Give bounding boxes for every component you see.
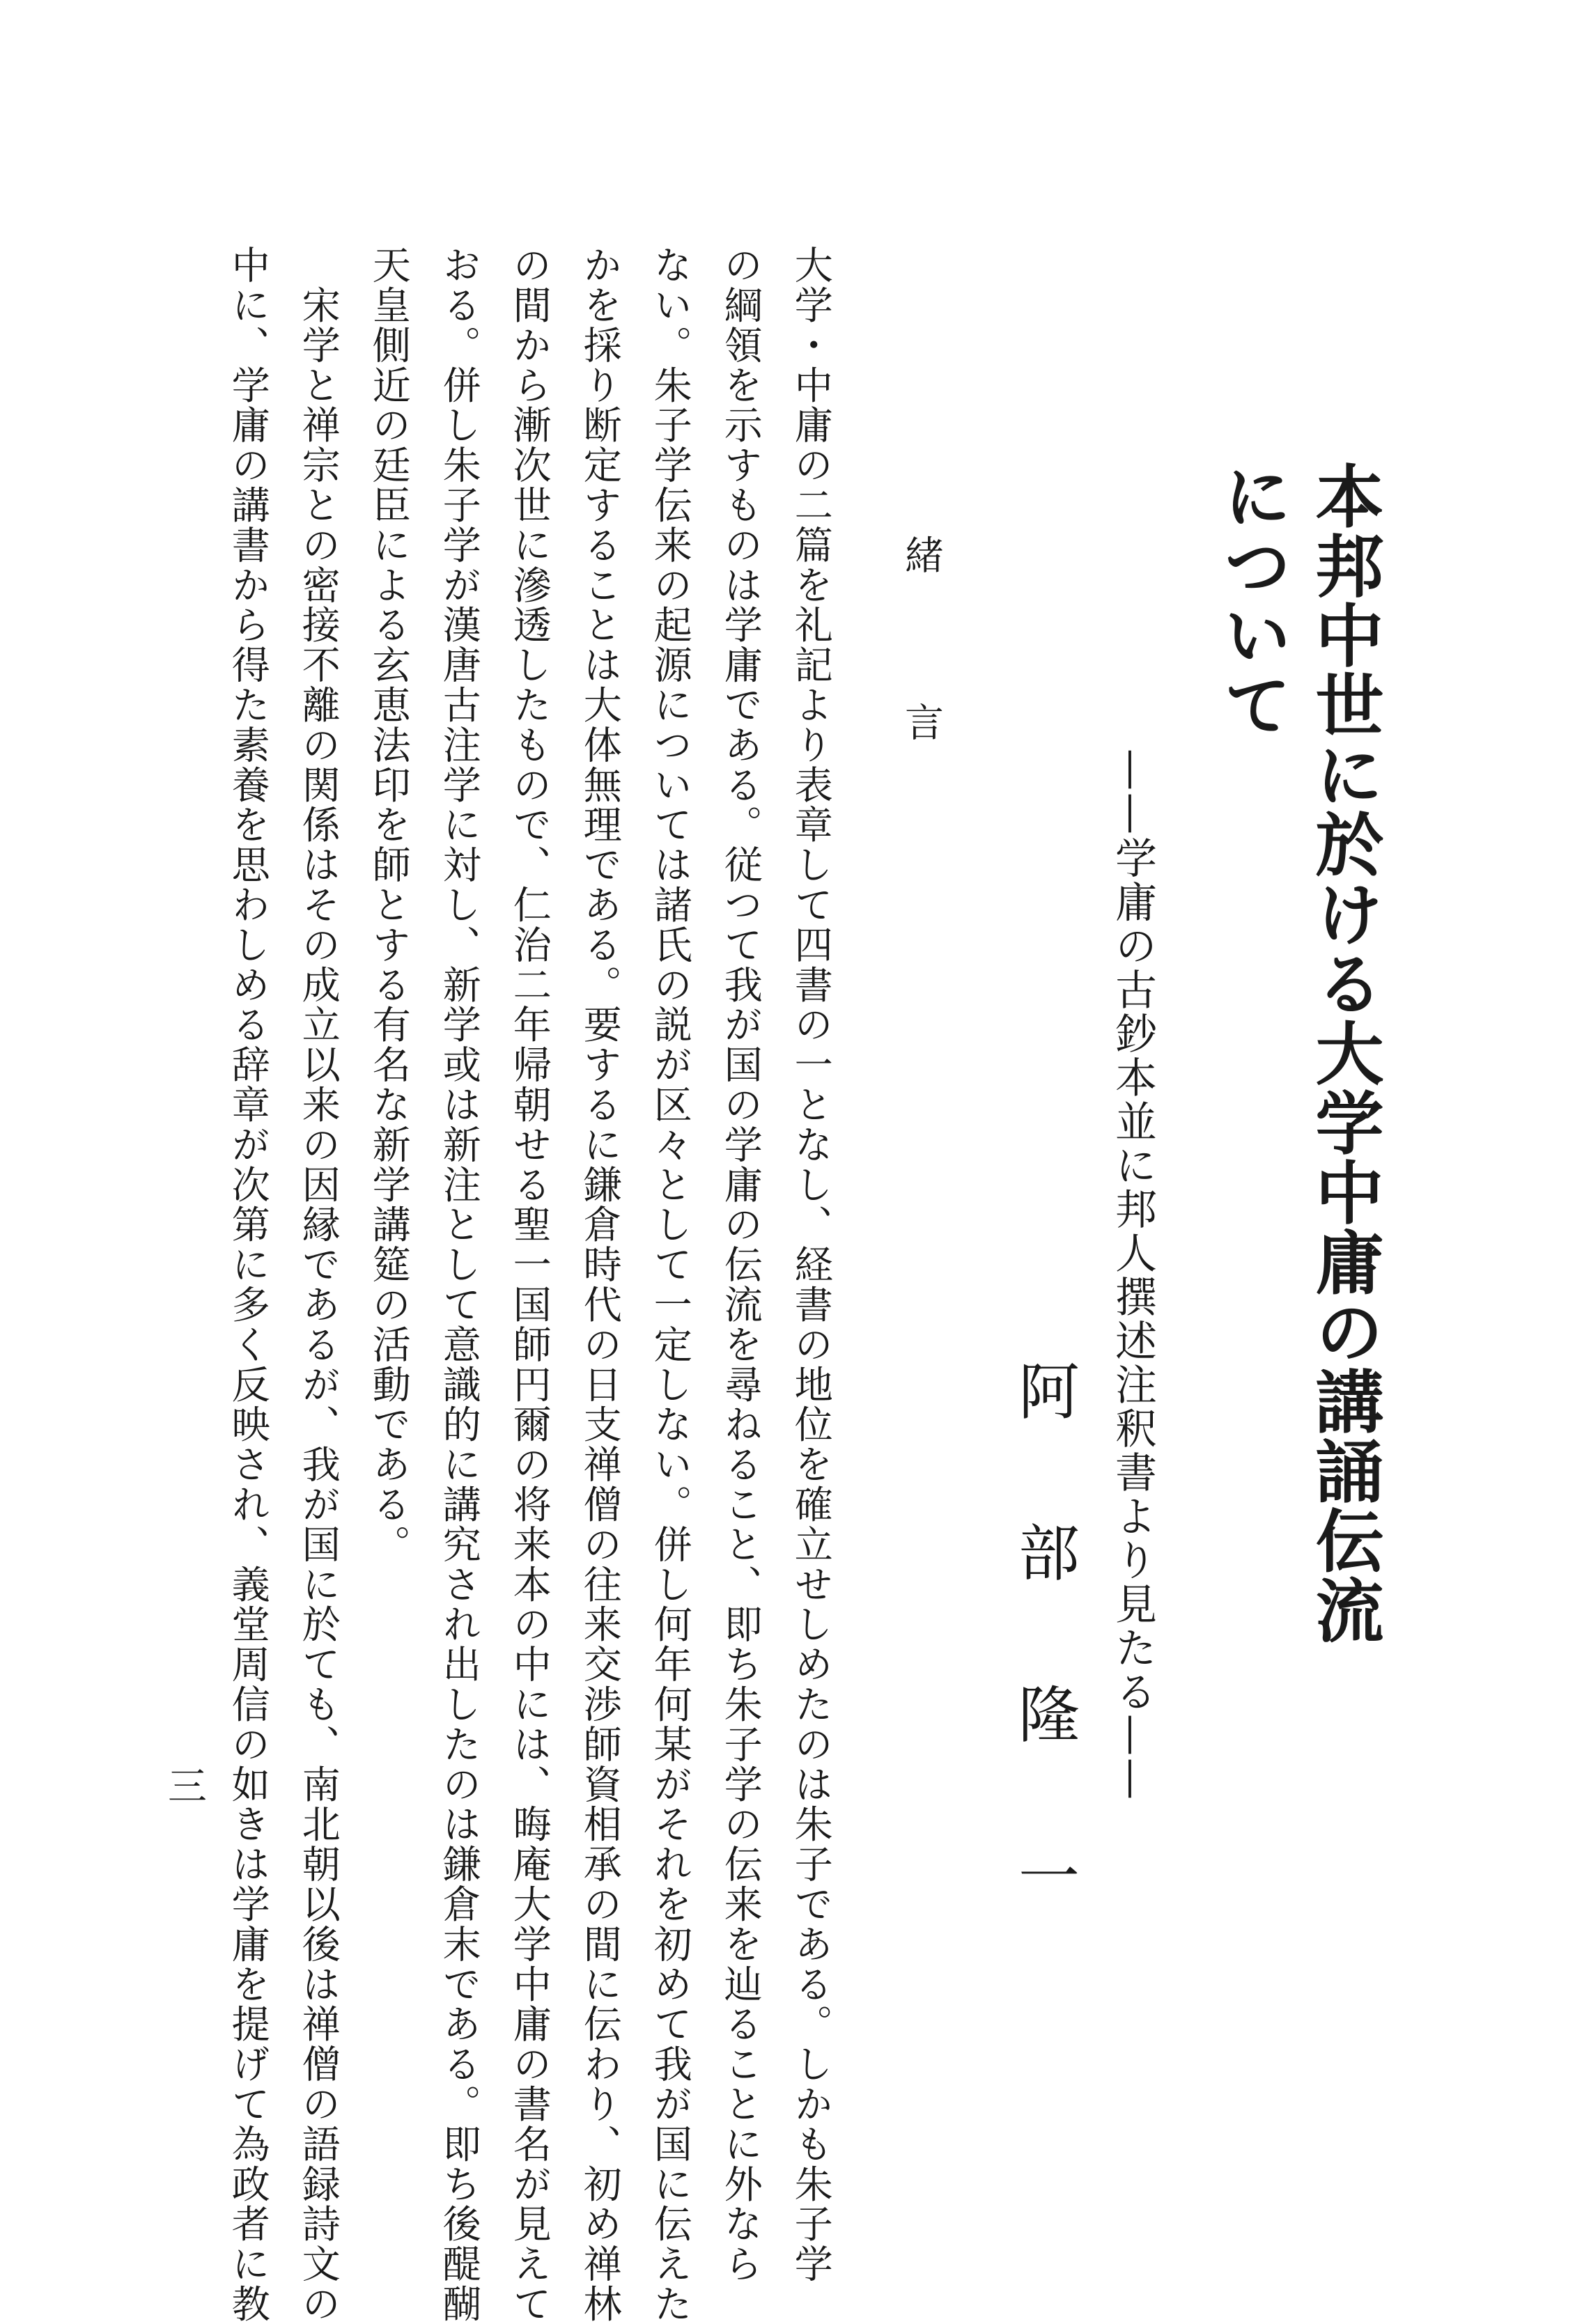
article-title-line1: 本邦中世に於ける大学中庸の講誦伝流 bbox=[1304, 461, 1384, 1645]
section-heading-char: 緒 bbox=[899, 535, 944, 574]
section-heading-char: 言 bbox=[899, 702, 944, 741]
body-line: かを採り断定することは大体無理である。要するに鎌倉時代の日支禅僧の往来交渉師資相承の間に伝わり、初め禅林 bbox=[576, 245, 621, 2324]
body-line: 中に、学庸の講書から得た素養を思わしめる辞章が次第に多く反映され、義堂周信の如きは学庸を提げて為政者に教 bbox=[224, 245, 270, 2324]
article-title-line2: について bbox=[1212, 461, 1292, 740]
body-line: おる。併し朱子学が漢唐古注学に対し、新学或は新注として意識的に講究され出したのは鎌倉末である。即ち後醍醐 bbox=[435, 245, 481, 2324]
body-line: ない。朱子学伝来の起源については諸氏の説が区々として一定しない。併し何年何某がそれを初めて我が国に伝えた bbox=[646, 245, 692, 2324]
body-line: 大学・中庸の二篇を礼記より表章して四書の一となし、経書の地位を確立せしめたのは朱子である。しかも朱子学 bbox=[787, 245, 832, 2284]
page-number: 三 bbox=[162, 1765, 207, 1804]
body-line: の綱領を示すものは学庸である。従つて我が国の学庸の伝流を尋ねること、即ち朱子学の伝来を辿ることに外なら bbox=[717, 245, 762, 2284]
author-char: 阿 bbox=[1009, 1359, 1080, 1421]
author-char: 部 bbox=[1009, 1521, 1080, 1582]
article-subtitle: ——学庸の古鈔本並に邦人撰述注釈書より見たる—— bbox=[1108, 749, 1157, 1802]
body-line: 天皇側近の廷臣による玄恵法印を師とする有名な新学講筵の活動である。 bbox=[365, 245, 410, 1565]
body-line: 宋学と禅宗との密接不離の関係はその成立以来の因縁であるが、我が国に於ても、南北朝以後は禅僧の語録詩文の bbox=[295, 245, 340, 2324]
body-line: の間から漸次世に滲透したもので、仁治二年帰朝せる聖一国師円爾の将来本の中には、晦庵大学中庸の書名が見えて bbox=[506, 245, 551, 2324]
author-char: 隆 bbox=[1009, 1683, 1080, 1744]
author-char: 一 bbox=[1009, 1844, 1080, 1905]
